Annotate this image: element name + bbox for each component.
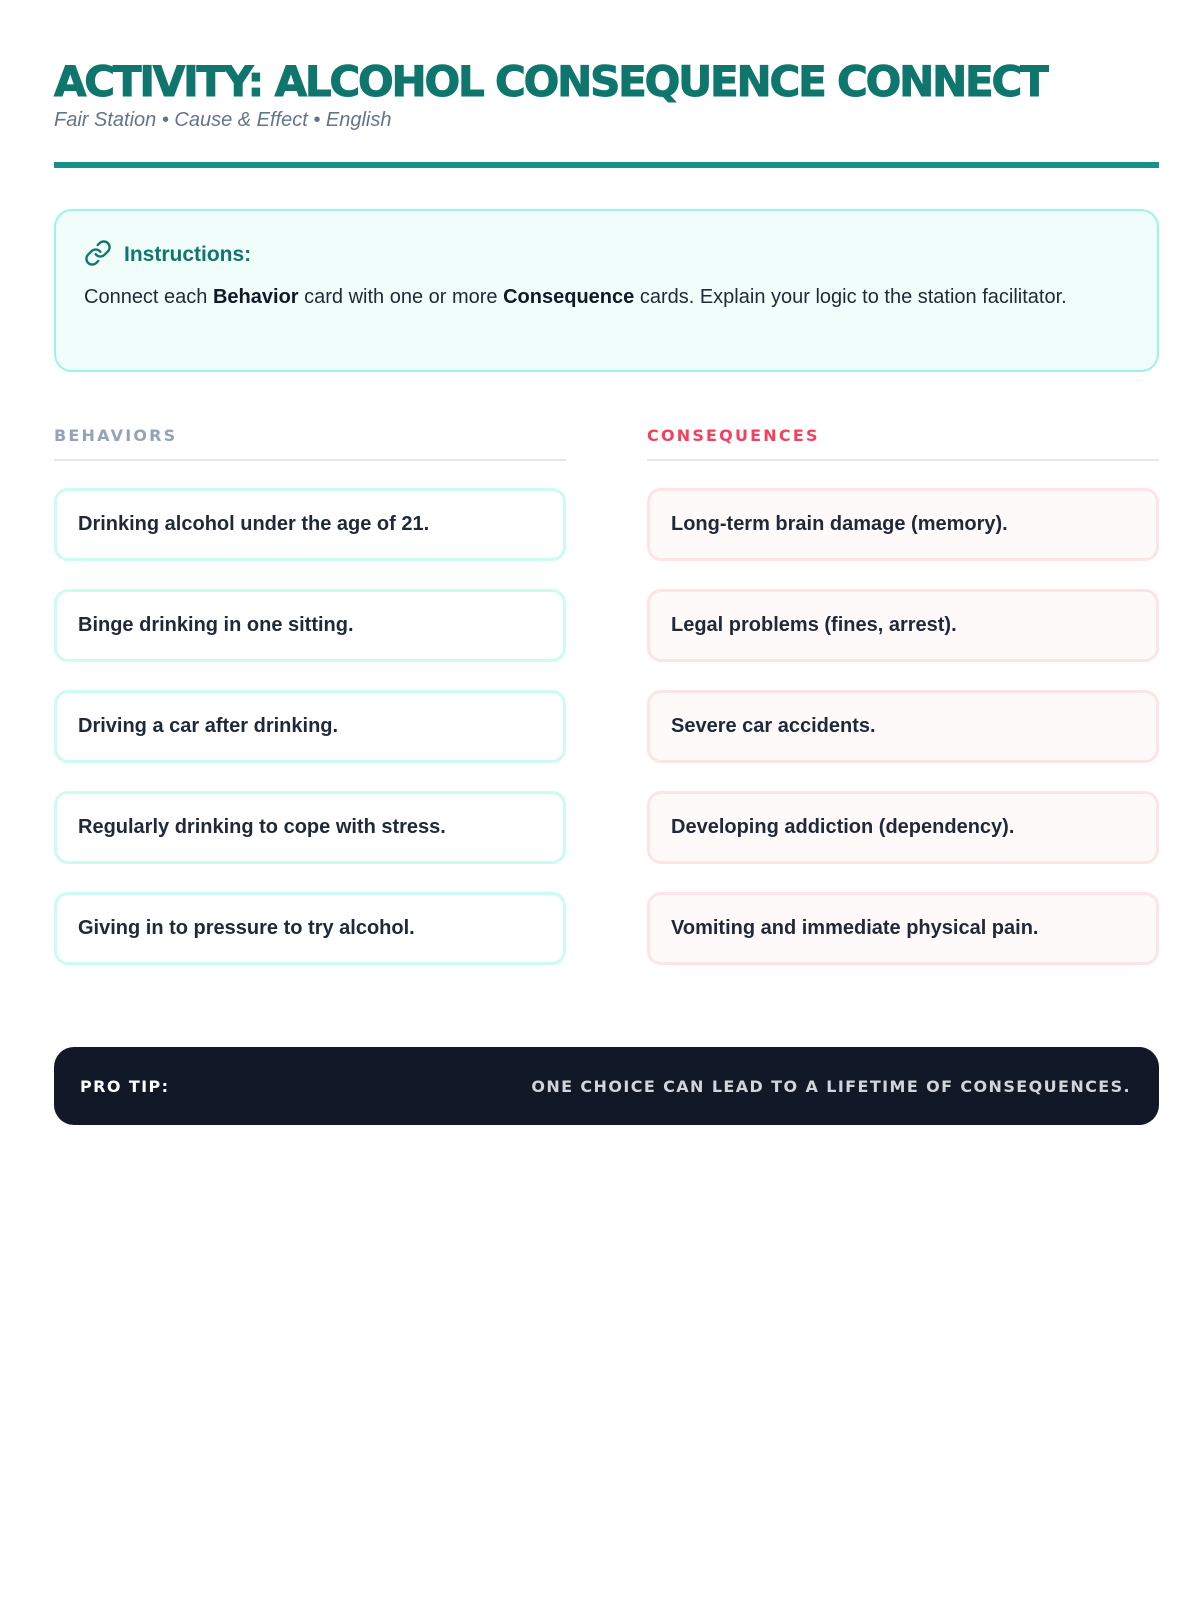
behaviors-column — [54, 425, 566, 993]
pro-tip-text: ONE CHOICE CAN LEAD TO A LIFETIME OF CONSEQUENCES. — [531, 1076, 1131, 1096]
link-icon — [84, 239, 112, 272]
instructions-label: Instructions: — [124, 243, 252, 266]
pro-tip-label: PRO TIP: — [80, 1076, 170, 1096]
instructions-header — [84, 241, 1129, 269]
page-subtitle: Fair Station • Cause & Effect • English — [54, 109, 392, 131]
consequence-card[interactable]: Legal problems (fines, arrest). — [647, 589, 1159, 662]
consequence-card[interactable]: Developing addiction (dependency). — [647, 791, 1159, 864]
behavior-card[interactable]: Drinking alcohol under the age of 21. — [54, 488, 566, 561]
instructions-behavior-term: Behavior — [212, 286, 299, 308]
behavior-card[interactable]: Giving in to pressure to try alcohol. — [54, 892, 566, 965]
instructions-text-part: card with one or more — [298, 286, 504, 308]
consequence-card[interactable]: Long-term brain damage (memory). — [647, 488, 1159, 561]
consequences-divider — [647, 459, 1159, 461]
consequence-card[interactable]: Severe car accidents. — [647, 690, 1159, 763]
behavior-card[interactable]: Binge drinking in one sitting. — [54, 589, 566, 662]
behaviors-divider — [54, 459, 566, 461]
behavior-card-list — [54, 488, 566, 965]
instructions-text-part: Connect each — [84, 286, 213, 308]
page-title: ACTIVITY: ALCOHOL CONSEQUENCE CONNECT — [54, 57, 1047, 106]
instructions-consequence-term: Consequence — [503, 286, 635, 308]
behavior-card[interactable]: Regularly drinking to cope with stress. — [54, 791, 566, 864]
instructions-text — [84, 281, 1084, 313]
consequence-card-list — [647, 488, 1159, 965]
consequence-card[interactable]: Vomiting and immediate physical pain. — [647, 892, 1159, 965]
pro-tip-banner — [54, 1047, 1159, 1125]
instructions-box — [54, 209, 1159, 372]
behavior-card[interactable]: Driving a car after drinking. — [54, 690, 566, 763]
behaviors-heading: BEHAVIORS — [54, 426, 178, 445]
consequences-heading: CONSEQUENCES — [647, 426, 820, 445]
consequences-column — [647, 425, 1159, 993]
title-divider — [54, 162, 1159, 168]
instructions-text-part: cards. Explain your logic to the station facilitator. — [634, 286, 1067, 308]
